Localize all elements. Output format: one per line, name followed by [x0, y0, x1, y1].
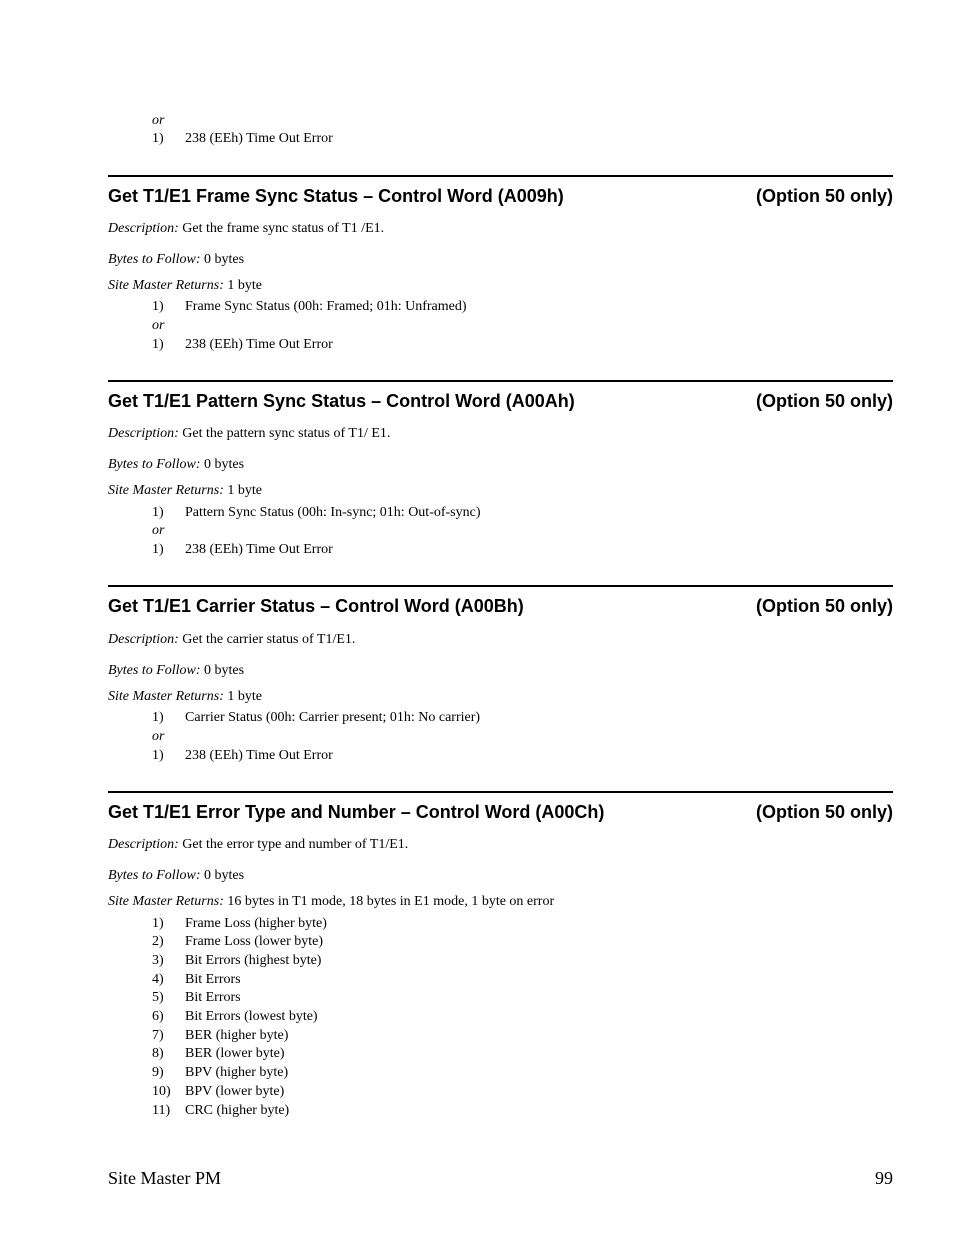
option-note: (Option 50 only): [756, 391, 893, 411]
page-number: 99: [875, 1168, 893, 1188]
list-item: [152, 748, 552, 764]
item-number: 1): [152, 337, 164, 352]
item-number: 1): [152, 748, 164, 763]
bytes-to-follow-field: [108, 457, 244, 473]
bytes-to-follow-value: 0 bytes: [204, 457, 245, 472]
item-text: BER (lower byte): [185, 1046, 285, 1061]
bytes-to-follow-label: Bytes to Follow:: [108, 663, 201, 678]
description-field: [108, 837, 408, 853]
list-item: [152, 1046, 552, 1062]
description-field: [108, 632, 355, 648]
list-item: [152, 953, 552, 969]
item-text: Carrier Status (00h: Carrier present; 01h: No carrier): [185, 710, 481, 725]
list-item: [152, 990, 552, 1006]
item-number: 1): [152, 916, 164, 931]
list-item: [152, 542, 552, 558]
item-text: 238 (EEh) Time Out Error: [185, 131, 333, 146]
description-text: Get the error type and number of T1/E1.: [182, 837, 409, 852]
or-label: or: [152, 318, 165, 333]
description-label: Description:: [108, 837, 179, 852]
section-title: Get T1/E1 Frame Sync Status – Control Word (A009h): [108, 186, 564, 206]
description-label: Description:: [108, 426, 179, 441]
item-number: 11): [152, 1103, 171, 1118]
returns-field: [108, 894, 554, 910]
bytes-to-follow-field: [108, 252, 244, 268]
item-text: BER (higher byte): [185, 1028, 289, 1043]
returns-field: [108, 278, 262, 294]
list-item: [152, 916, 552, 932]
item-number: 7): [152, 1028, 164, 1043]
item-number: 4): [152, 972, 164, 987]
bytes-to-follow-label: Bytes to Follow:: [108, 252, 201, 267]
returns-label: Site Master Returns:: [108, 483, 224, 498]
bytes-to-follow-label: Bytes to Follow:: [108, 868, 201, 883]
returns-value: 1 byte: [227, 689, 262, 704]
footer-title: Site Master PM: [108, 1168, 222, 1188]
description-field: [108, 426, 390, 442]
list-item: [152, 972, 552, 988]
or-label: or: [152, 523, 165, 538]
bytes-to-follow-field: [108, 868, 244, 884]
or-label: or: [152, 113, 165, 128]
description-label: Description:: [108, 221, 179, 236]
section-title: Get T1/E1 Error Type and Number – Control Word (A00Ch): [108, 802, 605, 822]
item-number: 6): [152, 1009, 164, 1024]
item-text: Bit Errors: [185, 972, 241, 987]
item-number: 8): [152, 1046, 164, 1061]
or-label: or: [152, 729, 165, 744]
item-text: 238 (EEh) Time Out Error: [185, 337, 333, 352]
item-text: 238 (EEh) Time Out Error: [185, 542, 333, 557]
bytes-to-follow-label: Bytes to Follow:: [108, 457, 201, 472]
list-item: [152, 131, 552, 147]
item-text: Bit Errors (highest byte): [185, 953, 322, 968]
list-item: [152, 1009, 552, 1025]
item-number: 1): [152, 542, 164, 557]
item-number: 9): [152, 1065, 164, 1080]
option-note: (Option 50 only): [756, 186, 893, 206]
bytes-to-follow-field: [108, 663, 244, 679]
returns-label: Site Master Returns:: [108, 689, 224, 704]
option-note: (Option 50 only): [756, 596, 893, 616]
returns-label: Site Master Returns:: [108, 894, 224, 909]
description-text: Get the frame sync status of T1 /E1.: [182, 221, 385, 236]
list-item: [152, 505, 652, 521]
item-number: 1): [152, 299, 164, 314]
section-heading: [108, 391, 893, 411]
bytes-to-follow-value: 0 bytes: [204, 663, 245, 678]
bytes-to-follow-value: 0 bytes: [204, 252, 245, 267]
item-text: CRC (higher byte): [185, 1103, 290, 1118]
returns-value: 16 bytes in T1 mode, 18 bytes in E1 mode, 1 byte on error: [227, 894, 555, 909]
returns-value: 1 byte: [227, 483, 262, 498]
item-number: 1): [152, 505, 164, 520]
item-number: 1): [152, 131, 164, 146]
item-number: 1): [152, 710, 164, 725]
item-number: 10): [152, 1084, 171, 1099]
option-note: (Option 50 only): [756, 802, 893, 822]
item-text: Bit Errors (lowest byte): [185, 1009, 318, 1024]
section-divider: [108, 585, 893, 587]
list-item: [152, 1084, 552, 1100]
list-item: [152, 1103, 552, 1119]
description-text: Get the carrier status of T1/E1.: [182, 632, 356, 647]
section-title: Get T1/E1 Carrier Status – Control Word (A00Bh): [108, 596, 524, 616]
description-text: Get the pattern sync status of T1/ E1.: [182, 426, 391, 441]
section-divider: [108, 380, 893, 382]
section-heading: [108, 596, 893, 616]
item-text: Frame Loss (lower byte): [185, 934, 324, 949]
list-item: [152, 710, 652, 726]
list-item: [152, 1065, 552, 1081]
section-divider: [108, 791, 893, 793]
item-text: Frame Sync Status (00h: Framed; 01h: Unframed): [185, 299, 467, 314]
item-text: Pattern Sync Status (00h: In-sync; 01h: Out-of-sync): [185, 505, 481, 520]
item-text: Frame Loss (higher byte): [185, 916, 327, 931]
returns-field: [108, 483, 262, 499]
returns-value: 1 byte: [227, 278, 262, 293]
returns-field: [108, 689, 262, 705]
list-item: [152, 299, 652, 315]
item-number: 2): [152, 934, 164, 949]
item-text: BPV (higher byte): [185, 1065, 289, 1080]
item-text: Bit Errors: [185, 990, 241, 1005]
section-divider: [108, 175, 893, 177]
item-text: 238 (EEh) Time Out Error: [185, 748, 333, 763]
section-heading: [108, 186, 893, 206]
description-field: [108, 221, 384, 237]
bytes-to-follow-value: 0 bytes: [204, 868, 245, 883]
section-heading: [108, 802, 893, 822]
item-number: 5): [152, 990, 164, 1005]
list-item: [152, 337, 552, 353]
item-text: BPV (lower byte): [185, 1084, 285, 1099]
description-label: Description:: [108, 632, 179, 647]
list-item: [152, 934, 552, 950]
returns-label: Site Master Returns:: [108, 278, 224, 293]
item-number: 3): [152, 953, 164, 968]
section-title: Get T1/E1 Pattern Sync Status – Control Word (A00Ah): [108, 391, 575, 411]
list-item: [152, 1028, 552, 1044]
